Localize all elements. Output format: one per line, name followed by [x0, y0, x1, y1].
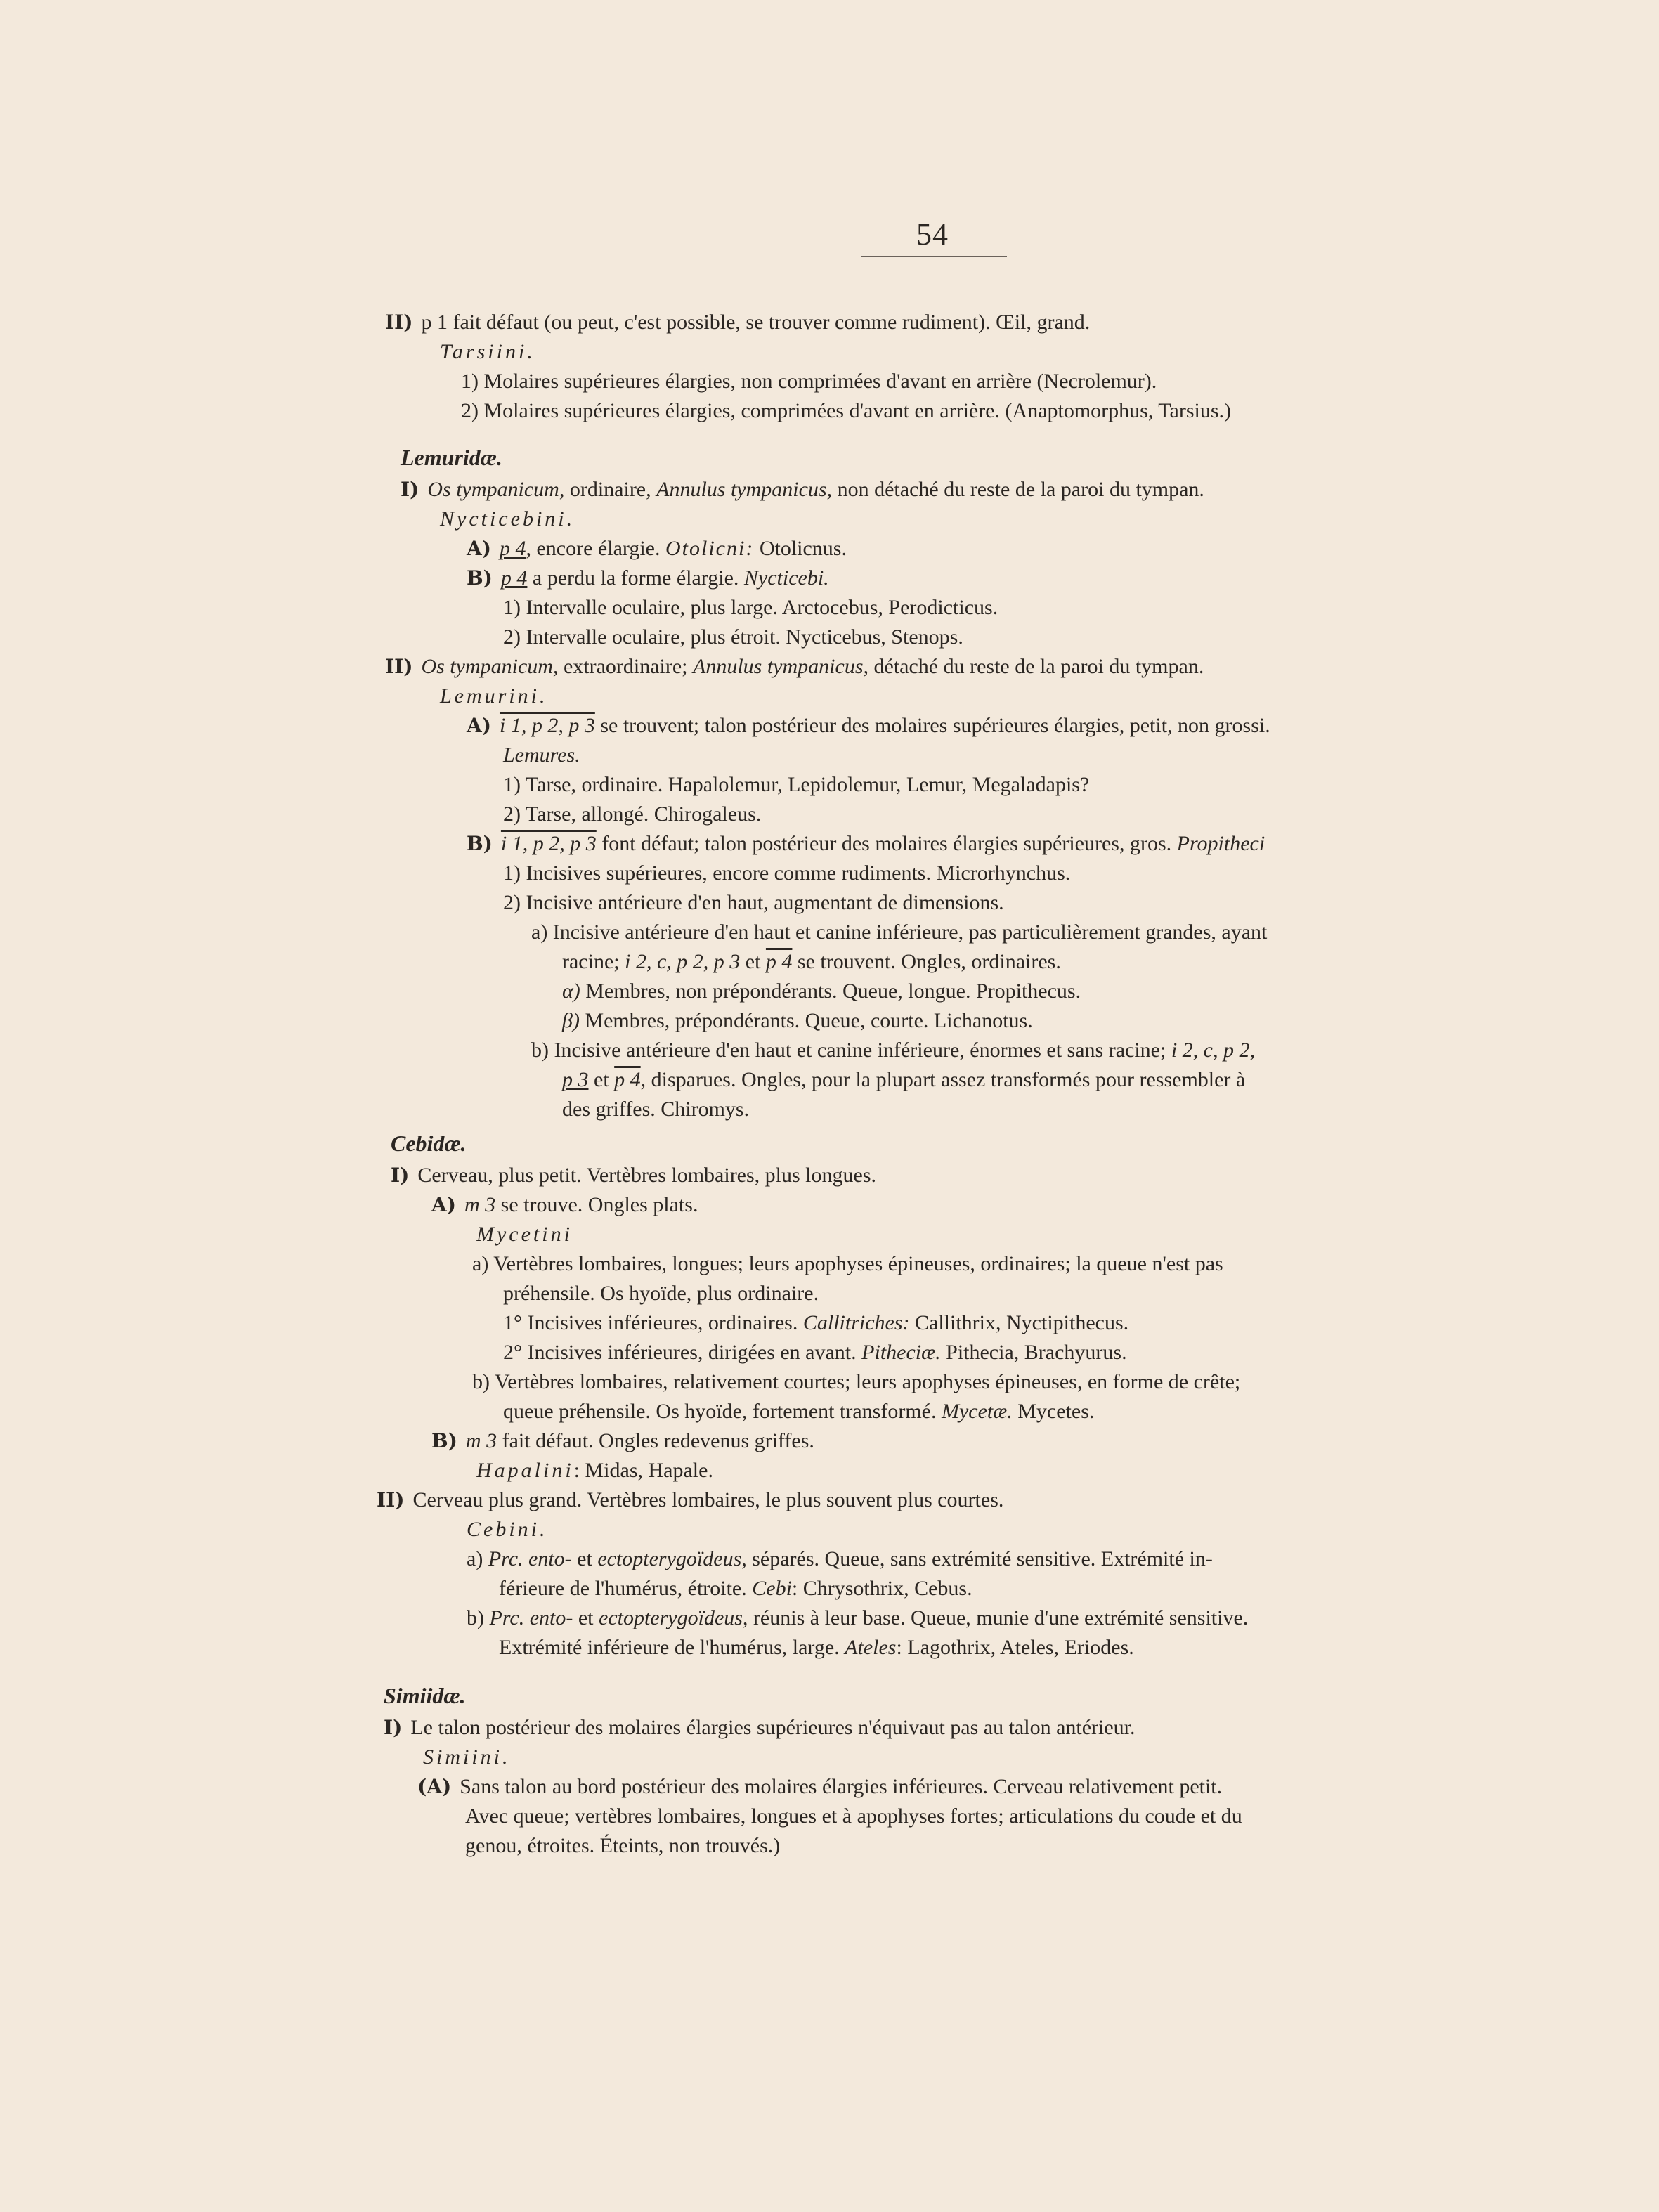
- tribe-heading: Tarsiini.: [440, 340, 535, 363]
- line-text: détaché du reste de la paroi du tympan.: [868, 655, 1204, 678]
- text-line: [503, 1338, 1127, 1367]
- family-heading: Lemuridæ.: [401, 445, 502, 470]
- line-text: non détaché du reste de la paroi du tympan.: [832, 478, 1204, 501]
- line-text: férieure de l'humérus, étroite.: [499, 1577, 753, 1600]
- line-text: queue préhensile. Os hyoïde, fortement transformé.: [503, 1400, 942, 1423]
- latin-term: Os tympanicum,: [421, 655, 559, 678]
- outline-marker: A): [467, 537, 491, 560]
- tooth-formula: i 2, c, p 2, p 3: [625, 950, 741, 973]
- line-text: font défaut; talon postérieur des molaires élargies supérieures, gros.: [596, 832, 1177, 855]
- list-marker: α): [562, 980, 580, 1003]
- line-text: se trouve. Ongles plats.: [495, 1193, 698, 1216]
- group-name: Nycticebi.: [743, 566, 829, 590]
- line-text: se trouvent. Ongles, ordinaires.: [792, 950, 1061, 973]
- text-line: [467, 829, 1265, 859]
- tribe-heading: Cebini.: [467, 1518, 548, 1541]
- line-text: Membres, non prépondérants. Queue, longue. Propithecus.: [580, 980, 1081, 1003]
- text-line: 2) Molaires supérieures élargies, comprimées d'avant en arrière. (Anaptomorphus, Tarsius.): [461, 399, 1232, 422]
- text-line: 2) Intervalle oculaire, plus étroit. Nycticebus, Stenops.: [503, 625, 963, 649]
- line-text: Cerveau plus grand. Vertèbres lombaires, le plus souvent plus courtes.: [412, 1488, 1004, 1511]
- text-line: a) Incisive antérieure d'en haut et canine inférieure, pas particulièrement grandes, ayant: [531, 920, 1268, 944]
- outline-marker: B): [467, 832, 493, 855]
- text-line: 1) Tarse, ordinaire. Hapalolemur, Lepidolemur, Lemur, Megaladapis?: [503, 773, 1090, 796]
- text-line: [385, 308, 1090, 337]
- text-line: [431, 1426, 814, 1456]
- group-name: Otolicni:: [665, 537, 755, 560]
- family-heading: Cebidæ.: [391, 1131, 467, 1156]
- latin-term: Prc. ento-: [489, 1606, 573, 1629]
- tribe-heading: Simiini.: [423, 1745, 511, 1769]
- text-line: [503, 1397, 1094, 1426]
- line-text: : Chrysothrix, Cebus.: [791, 1577, 972, 1600]
- line-text: , disparues. Ongles, pour la plupart assez transformés pour ressembler à: [640, 1068, 1246, 1091]
- text-line: 2) Incisive antérieure d'en haut, augmentant de dimensions.: [503, 891, 1004, 914]
- line-text: réunis à leur base. Queue, munie d'une extrémité sensitive.: [748, 1606, 1249, 1629]
- family-heading: Simiidæ.: [384, 1683, 466, 1708]
- tooth-formula: i 1, p 2, p 3: [500, 832, 597, 855]
- page-number-rule: [861, 256, 1007, 257]
- text-line: [467, 711, 1270, 741]
- text-line: [467, 534, 847, 564]
- line-text: 2° Incisives inférieures, dirigées en avant.: [503, 1341, 862, 1364]
- group-name: Pitheciæ.: [861, 1341, 941, 1364]
- text-line: [467, 1544, 1213, 1574]
- line-text: Sans talon au bord postérieur des molaires élargies inférieures. Cerveau relativement petit.: [460, 1775, 1223, 1798]
- outline-marker: (A): [417, 1775, 452, 1798]
- line-text: Mycetes.: [1012, 1400, 1095, 1423]
- text-line: [431, 1190, 698, 1220]
- group-name: Callitriches:: [802, 1311, 910, 1334]
- line-text: b) Incisive antérieure d'en haut et canine inférieure, énormes et sans racine;: [531, 1039, 1171, 1062]
- text-line: 1) Intervalle oculaire, plus large. Arctocebus, Perodicticus.: [503, 596, 998, 619]
- text-line: Avec queue; vertèbres lombaires, longues et à apophyses fortes; articulations du coude et du: [465, 1804, 1242, 1828]
- text-line: a) Vertèbres lombaires, longues; leurs apophyses épineuses, ordinaires; la queue n'est pas: [472, 1252, 1223, 1275]
- text-line: [476, 1456, 713, 1485]
- outline-marker: I): [384, 1716, 403, 1739]
- latin-term: ectopterygoïdeus,: [599, 1606, 748, 1629]
- group-name: Mycetæ.: [941, 1400, 1013, 1423]
- tribe-heading: Hapalini: [476, 1459, 574, 1482]
- text-line: [562, 977, 1081, 1006]
- latin-term: Os tympanicum,: [427, 478, 565, 501]
- outline-marker: II): [385, 655, 413, 678]
- text-line: [503, 1308, 1128, 1338]
- outline-marker: I): [391, 1164, 410, 1187]
- text-line: [467, 1603, 1248, 1633]
- text-line: 1) Molaires supérieures élargies, non comprimées d'avant en arrière (Necrolemur).: [461, 370, 1157, 393]
- line-text: et: [588, 1068, 615, 1091]
- tribe-heading: Lemurini.: [440, 684, 548, 708]
- tooth-formula: p 3: [562, 1068, 589, 1091]
- line-text: Otolicnus.: [754, 537, 847, 560]
- text-line: [377, 1485, 1003, 1515]
- text-line: [499, 1633, 1134, 1663]
- line-text: et: [573, 1606, 599, 1629]
- line-text: p 1 fait défaut (ou peut, c'est possible, se trouver comme rudiment). Œil, grand.: [421, 311, 1091, 334]
- text-line: [384, 1713, 1136, 1743]
- outline-marker: A): [467, 714, 491, 737]
- latin-term: Annulus tympanicus,: [693, 655, 868, 678]
- line-text: 1° Incisives inférieures, ordinaires.: [503, 1311, 803, 1334]
- group-name: Cebi: [752, 1577, 792, 1600]
- line-text: Pithecia, Brachyurus.: [940, 1341, 1127, 1364]
- line-text: Extrémité inférieure de l'humérus, large.: [499, 1636, 845, 1659]
- text-line: [385, 652, 1204, 682]
- text-line: [531, 1036, 1255, 1065]
- outline-marker: II): [377, 1488, 405, 1511]
- outline-marker: I): [401, 478, 419, 501]
- text-line: [467, 564, 829, 593]
- text-line: [417, 1772, 1222, 1802]
- line-text: Cerveau, plus petit. Vertèbres lombaires, plus longues.: [417, 1164, 877, 1187]
- line-text: : Lagothrix, Ateles, Eriodes.: [896, 1636, 1134, 1659]
- line-text: et: [571, 1547, 598, 1570]
- latin-term: Prc. ento-: [488, 1547, 572, 1570]
- text-line: [499, 1574, 972, 1603]
- text-line: b) Vertèbres lombaires, relativement courtes; leurs apophyses épineuses, en forme de crête;: [472, 1370, 1241, 1393]
- group-name: Ateles: [845, 1636, 897, 1659]
- text-line: 1) Incisives supérieures, encore comme rudiments. Microrhynchus.: [503, 861, 1071, 885]
- tribe-heading: Nycticebini.: [440, 507, 575, 531]
- tooth-formula: m 3: [464, 1193, 496, 1216]
- tooth-formula: i 1, p 2, p 3: [499, 714, 595, 737]
- latin-term: ectopterygoïdeus,: [597, 1547, 747, 1570]
- text-line: [391, 1161, 876, 1190]
- line-text: ordinaire,: [564, 478, 657, 501]
- text-line: [562, 1065, 1245, 1095]
- text-line: genou, étroites. Éteints, non trouvés.): [465, 1834, 781, 1857]
- line-text: , encore élargie.: [526, 537, 665, 560]
- line-text: Membres, prépondérants. Queue, courte. Lichanotus.: [579, 1009, 1033, 1032]
- group-name: Propitheci: [1176, 832, 1266, 855]
- outline-marker: B): [467, 566, 493, 590]
- outline-marker: A): [431, 1193, 456, 1216]
- tooth-formula: p 4: [500, 566, 528, 590]
- tooth-formula: i 2, c, p 2,: [1171, 1039, 1255, 1062]
- tooth-formula: p 4: [499, 537, 526, 560]
- outline-marker: B): [431, 1429, 457, 1452]
- line-text: racine;: [562, 950, 625, 973]
- tooth-formula: p 4: [614, 1068, 641, 1091]
- line-text: a perdu la forme élargie.: [527, 566, 744, 590]
- line-text: a): [467, 1547, 488, 1570]
- tooth-formula: m 3: [465, 1429, 497, 1452]
- tribe-heading: Mycetini: [476, 1223, 573, 1246]
- line-text: b): [467, 1606, 490, 1629]
- text-line: [401, 475, 1204, 505]
- line-text: Le talon postérieur des molaires élargies supérieures n'équivaut pas au talon antérieur.: [410, 1716, 1136, 1739]
- line-text: et: [740, 950, 766, 973]
- line-text: : Midas, Hapale.: [573, 1459, 713, 1482]
- text-line: [562, 1006, 1033, 1036]
- tooth-formula: p 4: [765, 950, 793, 973]
- line-text: extraordinaire;: [558, 655, 694, 678]
- text-line: 2) Tarse, allongé. Chirogaleus.: [503, 802, 762, 826]
- latin-term: Annulus tympanicus,: [656, 478, 833, 501]
- text-line: des griffes. Chiromys.: [562, 1098, 750, 1121]
- text-line: [562, 947, 1061, 977]
- outline-marker: II): [385, 311, 413, 334]
- line-text: se trouvent; talon postérieur des molaires supérieures élargies, petit, non grossi.: [594, 714, 1270, 737]
- page-number: 54: [916, 217, 949, 252]
- list-marker: β): [562, 1009, 580, 1032]
- text-line: préhensile. Os hyoïde, plus ordinaire.: [503, 1282, 819, 1305]
- line-text: séparés. Queue, sans extrémité sensitive. Extrémité in-: [746, 1547, 1213, 1570]
- line-text: Callithrix, Nyctipithecus.: [909, 1311, 1129, 1334]
- line-text: fait défaut. Ongles redevenus griffes.: [497, 1429, 814, 1452]
- subgroup-heading: Lemures.: [503, 743, 580, 767]
